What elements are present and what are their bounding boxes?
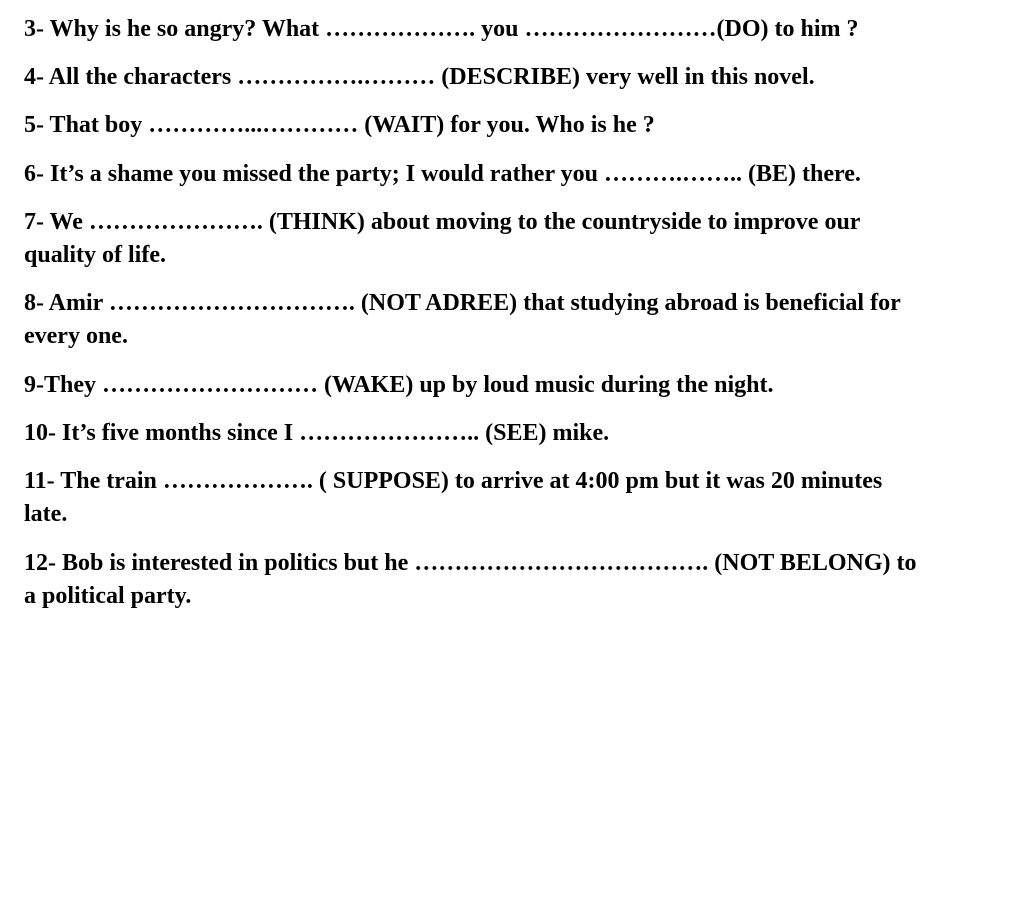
question-12 [24,547,1016,613]
question-10-line-1: 10- It’s five months since I ………………….. (SEE) mike. [24,420,610,446]
question-7-line-2: quality of life. [24,242,166,268]
question-9-line-1: 9-They ……………………… (WAKE) up by loud music during the night. [24,372,774,398]
question-11 [24,465,1016,531]
question-8-line-1: 8- Amir …………………………. (NOT ADREE) that studying abroad is beneficial for [24,290,901,316]
question-4 [24,61,1016,94]
question-9 [24,369,1016,402]
question-8-line-2: every one. [24,323,128,349]
question-7-line-1: 7- We …………………. (THINK) about moving to the countryside to improve our [24,209,861,235]
question-12-line-2: a political party. [24,583,192,609]
question-4-line-1: 4- All the characters …………….……… (DESCRIBE) very well in this novel. [24,64,815,90]
question-11-line-1: 11- The train ………………. ( SUPPOSE) to arrive at 4:00 pm but it was 20 minutes [24,468,883,494]
question-8 [24,287,1016,353]
question-12-line-1: 12- Bob is interested in politics but he ………………………………. (NOT BELONG) to [24,550,917,576]
question-10 [24,417,1016,450]
question-7 [24,206,1016,272]
question-3-line-1: 3- Why is he so angry? What ………………. you ……………………(DO) to him ? [24,16,859,42]
question-3 [24,13,1016,46]
question-5 [24,109,1016,142]
question-6-line-1: 6- It’s a shame you missed the party; I would rather you ……….…….. (BE) there. [24,161,861,187]
question-5-line-1: 5- That boy …………...………… (WAIT) for you. Who is he ? [24,112,655,138]
question-11-line-2: late. [24,501,68,527]
question-6 [24,158,1016,191]
